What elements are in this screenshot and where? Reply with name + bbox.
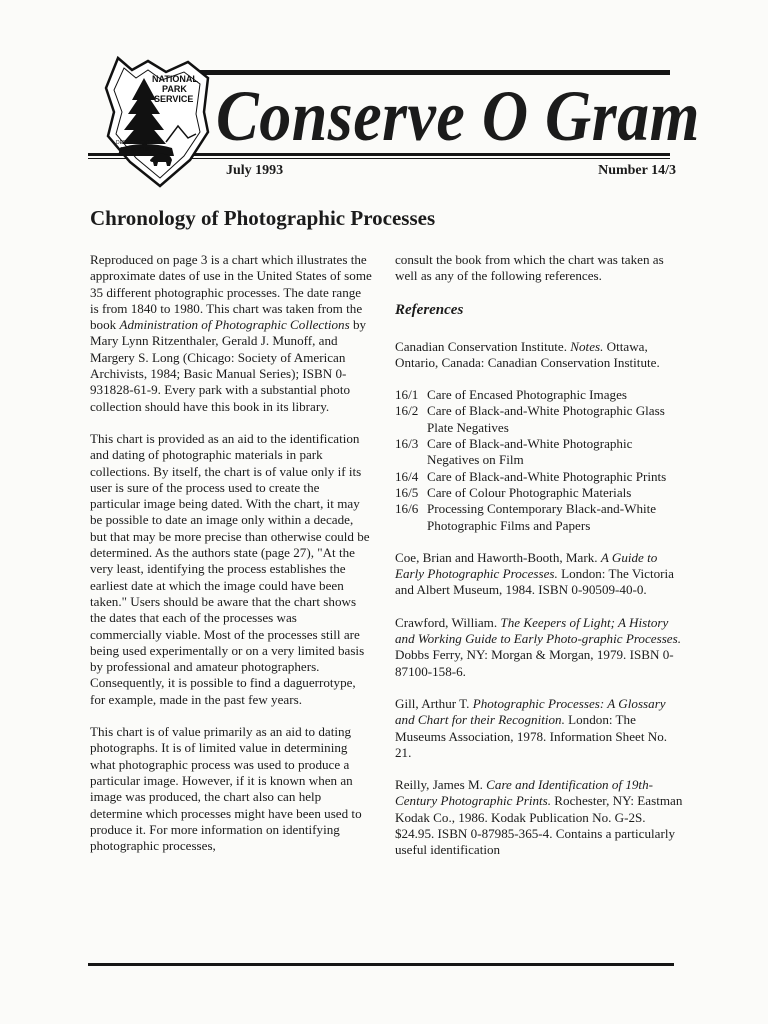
reference-reilly <box>395 777 685 858</box>
reference-author: Coe, Brian and Haworth-Booth, Mark. <box>395 549 601 565</box>
reference-crawford <box>395 615 685 680</box>
logo-text-national: NATIONAL <box>152 74 198 84</box>
masthead-title: Conserve O Gram <box>216 76 700 156</box>
usage-paragraph: This chart is provided as an aid to the identification and dating of photographic materials in park collections. By itself, the chart is of value only if its user is sure of the process used to create the particular image being dated. With the chart, it may be possible to date an image only within a decade, but that may be more precise than otherwise could be determined. As the authors state (page 27), "At the very least, identifying the process establishes the earliest date at which the image could have been taken." Users should be aware that the chart shows the dates that each of the processes was commercially viable. Most of the processes still are being used experimentally or on a very limited basis by professional and amateur photographers. Consequently, it is possible to find a daguerrotype, for example, made in the past few years. <box>90 430 370 707</box>
reference-title: A Guide to Early Photographic Processes. <box>395 549 658 582</box>
reference-publisher: Dobbs Ferry, NY: Morgan & Morgan, 1979. ISBN 0-87100-158-6. <box>395 647 674 679</box>
note-number: 16/2 <box>395 403 419 419</box>
logo-text-park: PARK <box>162 84 187 94</box>
issue-number: Number 14/3 <box>598 163 676 178</box>
note-title: Care of Black-and-White Photographic Negatives on Film <box>427 436 633 468</box>
reference-gill <box>395 696 685 761</box>
list-item <box>395 387 685 403</box>
reference-author: Crawford, William. <box>395 614 501 630</box>
intro-text-cont: by Mary Lynn Ritzenthaler, Gerald J. Munoff, and Margery S. Long (Chicago: Society of American Archivists, 1984; Basic Manual Series); ISBN 0-931828-61-9. Every park with a substantial photo collection should have this book in its library. <box>90 317 367 414</box>
reference-author: Reilly, James M. <box>395 777 487 793</box>
list-item <box>395 501 685 534</box>
reference-title: Care and Identification of 19th-Century Photographic Prints. <box>395 777 653 809</box>
continuation-paragraph: consult the book from which the chart was taken as well as any of the following references. <box>395 252 664 284</box>
value-paragraph: This chart is of value primarily as an aid to dating photographs. It is of limited value in determining what photographic process was used to produce a particular image. However, if it is known when an image was produced, the chart also can help determine which processes might have been used to produce it. For more information on identifying photographic processes, <box>90 724 362 854</box>
note-title: Care of Encased Photographic Images <box>427 387 627 403</box>
masthead-top-rule <box>196 70 670 75</box>
right-column <box>395 252 685 875</box>
note-title: Processing Contemporary Black-and-White Photographic Films and Papers <box>427 501 657 533</box>
footer-rule <box>88 963 674 966</box>
reference-cci <box>395 339 685 372</box>
reference-title: Notes. <box>570 338 604 354</box>
book-title: Administration of Photographic Collections <box>119 317 350 333</box>
nps-arrowhead-logo <box>96 52 216 190</box>
logo-text-service: SERVICE <box>154 94 194 104</box>
note-number: 16/4 <box>395 468 419 484</box>
reference-publisher: London: The Victoria and Albert Museum, 1984. ISBN 0-90509-40-0. <box>395 566 674 598</box>
intro-text: Reproduced on page 3 is a chart which illustrates the approximate dates of use in the United States of some 35 different photographic processes. The date range is from 1840 to 1980. This chart was taken from the book <box>90 252 372 333</box>
intro-paragraph <box>90 252 372 415</box>
logo-text-interior: THE INTERIOR <box>120 147 156 153</box>
reference-author: Canadian Conservation Institute. <box>395 338 571 354</box>
reference-title: The Keepers of Light; A History and Working Guide to Early Photo-graphic Processes. <box>395 614 681 647</box>
note-title: Care of Black-and-White Photographic Glass Plate Negatives <box>427 403 665 435</box>
note-number: 16/6 <box>395 501 419 517</box>
list-item <box>395 469 685 485</box>
note-number: 16/5 <box>395 484 419 500</box>
article-title: Chronology of Photographic Processes <box>90 206 436 230</box>
note-title: Care of Colour Photographic Materials <box>427 484 632 500</box>
list-item <box>395 485 685 501</box>
reference-publisher: London: The Museums Association, 1978. Information Sheet No. 21. <box>395 712 668 760</box>
reference-publisher: Ottawa, Ontario, Canada: Canadian Conservation Institute. <box>395 338 660 370</box>
cci-notes-list <box>395 387 685 534</box>
logo-text-department: DEPARTMENT OF <box>116 140 159 146</box>
list-item <box>395 403 685 436</box>
issue-date: July 1993 <box>226 163 284 178</box>
note-number: 16/3 <box>395 436 419 452</box>
reference-title: Photographic Processes: A Glossary and Chart for their Recognition. <box>395 695 666 728</box>
list-item <box>395 436 685 469</box>
note-title: Care of Black-and-White Photographic Prints <box>427 468 667 484</box>
note-number: 16/1 <box>395 387 419 403</box>
references-heading: References <box>395 301 464 318</box>
left-column <box>90 252 372 870</box>
reference-author: Gill, Arthur T. <box>395 695 473 711</box>
reference-publisher: Rochester, NY: Eastman Kodak Co., 1986. Kodak Publication No. G-2S. $24.95. ISBN 0-87985-365-4. Contains a particularly useful identification <box>395 793 683 858</box>
reference-coe <box>395 550 685 599</box>
